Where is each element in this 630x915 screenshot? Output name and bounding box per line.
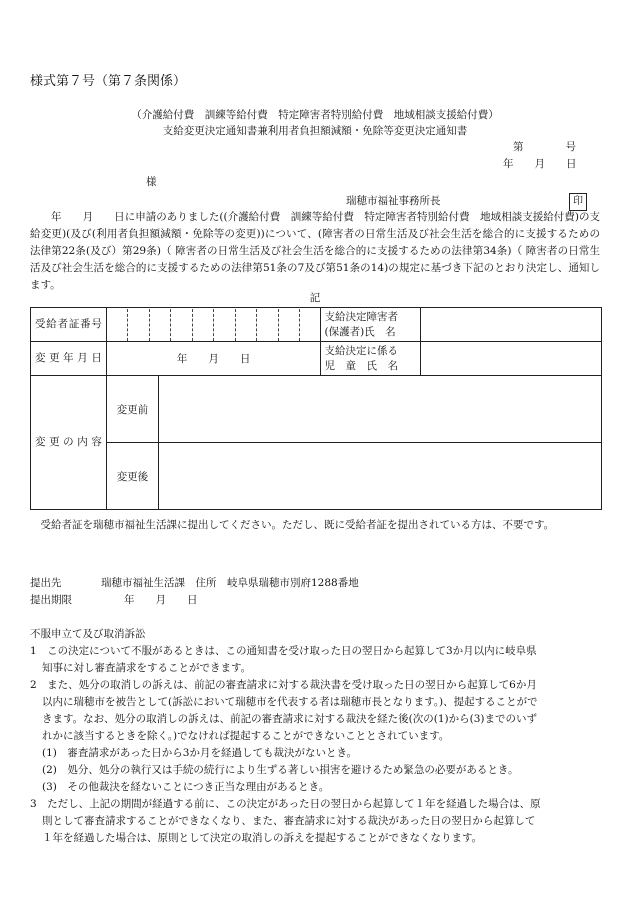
after-label: 変更後 xyxy=(106,443,158,510)
child-name-label: 支給決定に係る 児 童 氏 名 xyxy=(321,342,421,376)
appeal-heading: 不服申立て及び取消訴訟 xyxy=(30,628,146,640)
submit-to-label: 提出先 xyxy=(30,577,62,589)
change-date-value[interactable]: 年 月 日 xyxy=(106,342,321,376)
child-name-value[interactable] xyxy=(421,342,602,376)
submit-to-value: 瑞穂市福祉生活課 住所 岐阜県瑞穂市別府1288番地 xyxy=(101,577,359,589)
change-date-label: 変更年月日 xyxy=(31,342,107,376)
deadline-value: 年 月 日 xyxy=(124,594,198,606)
appeal-item-3-line-1: 3 ただし、上記の期間が経過する前に、この決定があった日の翌日から起算して１年を経過した場合は、原 xyxy=(30,798,541,810)
ki-heading: 記 xyxy=(309,292,321,304)
appeal-item-2-line-3: きます。なお、処分の取消しの訴えは、前記の審査請求に対する裁決を経た後(次の(1)から(3)までのいず xyxy=(42,713,538,725)
title-line-1: （介護給付費 訓練等給付費 特定障害者特別給付費 地域相談支援給付費） xyxy=(131,109,499,121)
issuer-name: 瑞穂市福祉事務所長 xyxy=(346,195,441,207)
appeal-item-2-sub-3: (3) その他裁決を経ないことにつき正当な理由があるとき。 xyxy=(42,781,330,793)
before-value[interactable] xyxy=(158,376,601,443)
before-label: 変更前 xyxy=(106,376,158,443)
appeal-item-3-line-3: １年を経過した場合は、原則として決定の取消しの訴えを提起することができなくなります。 xyxy=(42,832,483,844)
recipient-number-boxes[interactable] xyxy=(106,308,321,342)
document-date: 年 月 日 xyxy=(503,158,577,170)
intro-paragraph: 年 月 日に申請のありました((介護給付費 訓練等給付費 特定障害者特別給付費 地域相談支援給付費)の支給変更)(及び(利用者負担額減額・免除等の変更))について、(障害者の日常生活及び社会生活を総合的に支援するための法律第22条(及び）第29条)（ 障害者の日常生活及び社会生活を総合的に支援するための法律第34条)（ 障害者の日常生活及び社会生活を総合的に支援するための法律第51条の7及び第51条の14)の規定に基づき下記のとおり決定し、通知します。 xyxy=(30,211,601,291)
recipient-number-label: 受給者証番号 xyxy=(31,308,107,342)
change-content-label: 変更の内容 xyxy=(31,376,107,510)
submit-note: 受給者証を瑞穂市福祉生活課に提出してください。ただし、既に受給者証を提出されている方は、不要です。 xyxy=(30,519,555,531)
appeal-item-2-line-2: 以内に瑞穂市を被告として(訴訟において瑞穂市を代表する者は瑞穂市長となります。)、提起することがで xyxy=(42,696,538,708)
appeal-item-2-line-1: 2 また、処分の取消しの訴えは、前記の審査請求に対する裁決書を受け取った日の翌日から起算して6か月 xyxy=(30,679,537,691)
form-number: 様式第７号（第７条関係） xyxy=(30,74,187,89)
deadline-label: 提出期限 xyxy=(30,594,72,606)
appeal-item-1-line-1: 1 この決定について不服があるときは、この通知書を受け取った日の翌日から起算して3か月以内に岐阜県 xyxy=(30,645,537,657)
appeal-item-2-sub-1: (1) 審査請求があった日から3か月を経過しても裁決がないとき。 xyxy=(42,747,358,759)
change-table xyxy=(30,307,602,510)
appeal-item-2-sub-2: (2) 処分、処分の執行又は手続の続行により生ずる著しい損害を避けるため緊急の必要があるとき。 xyxy=(42,764,519,776)
seal-mark: 印 xyxy=(569,193,587,211)
document-number: 第 号 xyxy=(513,141,576,153)
appeal-item-3-line-2: 則として審査請求することができなくなり、また、審査請求に対する裁決があった日の翌日から起算して xyxy=(42,815,536,827)
person-name-value[interactable] xyxy=(421,308,602,342)
appeal-item-2-line-4: れかに該当するときを除く。)でなければ提起することができないこととされています。 xyxy=(42,730,450,742)
appeal-item-1-line-2: 知事に対し審査請求をすることができます。 xyxy=(42,662,252,674)
title-line-2: 支給変更決定通知書兼利用者負担額減額・免除等変更決定通知書 xyxy=(162,125,468,137)
person-name-label: 支給決定障害者 (保護者)氏 名 xyxy=(321,308,421,342)
addressee-suffix: 様 xyxy=(146,176,157,188)
after-value[interactable] xyxy=(158,443,601,510)
